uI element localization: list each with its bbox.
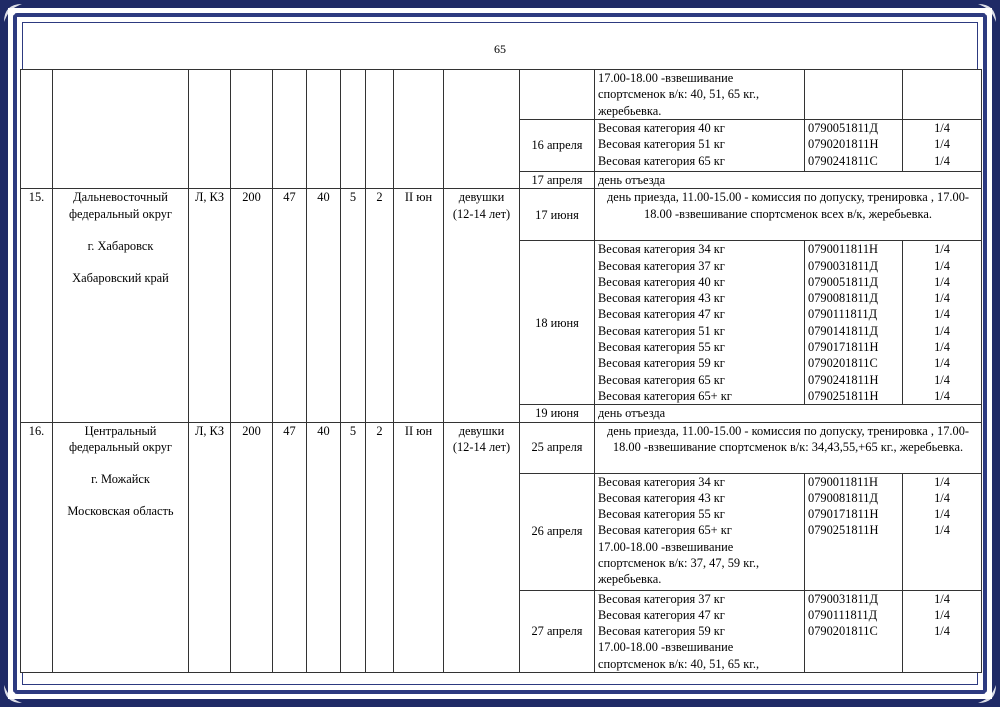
- schedule-date: 27 апреля: [520, 590, 595, 672]
- category-share: 1/4: [934, 340, 950, 355]
- category-name: Весовая категория 51 кг: [598, 323, 725, 338]
- code-list: [805, 473, 903, 590]
- row-number: 15.: [21, 189, 53, 422]
- event-text: 17.00-18.00 -взвешивание спортсменок в/к: 40, 51, 65 кг., жеребьевка.: [595, 70, 805, 120]
- count-4: 2: [366, 422, 394, 672]
- count-1: 47: [273, 189, 307, 422]
- category-name: Весовая категория 65+ кг: [598, 388, 732, 403]
- table-row: [21, 422, 982, 473]
- category-code: 0790111811Д: [808, 607, 878, 622]
- category-share: 1/4: [934, 258, 950, 273]
- count-3: 5: [341, 189, 366, 422]
- share-list: [903, 590, 982, 672]
- category-code: 0790251811Н: [808, 523, 879, 538]
- corner-ornament-icon: [2, 683, 24, 705]
- total-count: 200: [231, 422, 273, 672]
- category-share: 1/4: [934, 591, 950, 606]
- category-code: 0790011811Н: [808, 474, 878, 489]
- category-code: 0790171811Н: [808, 507, 879, 522]
- count-1: 47: [273, 422, 307, 672]
- category-list: [595, 473, 805, 590]
- category-code: 0790201811С: [808, 624, 878, 639]
- category-code: 0790111811Д: [808, 307, 878, 322]
- category-share: 1/4: [934, 372, 950, 387]
- category-share: 1/4: [934, 274, 950, 289]
- category-name: Весовая категория 65+ кг: [598, 523, 732, 538]
- category-name: Весовая категория 55 кг: [598, 340, 725, 355]
- event-text: день приезда, 11.00-15.00 - комиссия по допуску, тренировка , 17.00-18.00 -взвешивание спортсменок всех в/к, жеребьевка.: [595, 189, 982, 241]
- schedule-date: 16 апреля: [520, 120, 595, 172]
- category-share: 1/4: [934, 242, 950, 257]
- count-2: 40: [307, 189, 341, 422]
- code-list: [805, 241, 903, 405]
- category-code: 0790251811Н: [808, 388, 879, 403]
- category-name: Весовая категория 59 кг: [598, 356, 725, 371]
- category-code: 0790031811Д: [808, 258, 878, 273]
- category-name: Весовая категория 40 кг: [598, 274, 725, 289]
- category-name: Весовая категория 37 кг: [598, 591, 725, 606]
- cell-empty: [21, 70, 53, 189]
- cell-empty: [273, 70, 307, 189]
- category-list: [595, 590, 805, 672]
- category-share: 1/4: [934, 490, 950, 505]
- category-share: 1/4: [934, 523, 950, 538]
- category-share: 1/4: [934, 121, 950, 135]
- district-name: Центральный федеральный округ: [68, 423, 172, 454]
- cell-empty: [341, 70, 366, 189]
- city-name: г. Хабаровск: [87, 238, 154, 253]
- category-share: 1/4: [934, 356, 950, 371]
- region-name: Хабаровский край: [72, 271, 169, 286]
- cell-empty: [53, 70, 189, 189]
- age-group: девушки (12-14 лет): [444, 422, 520, 672]
- corner-ornament-icon: [2, 2, 24, 24]
- cell-empty: [903, 70, 982, 120]
- schedule-date: 17 апреля: [520, 172, 595, 189]
- cell-empty: [189, 70, 231, 189]
- cell-empty: [805, 70, 903, 120]
- corner-ornament-icon: [976, 2, 998, 24]
- weigh-in-note: 17.00-18.00 -взвешивание спортсменок в/к: 40, 51, 65 кг.,: [598, 640, 760, 671]
- page-number: 65: [494, 42, 506, 56]
- schedule-date: 19 июня: [520, 405, 595, 422]
- event-text: день приезда, 11.00-15.00 - комиссия по допуску, тренировка , 17.00-18.00 -взвешивание спортсменок в/к: 34,43,55,+65 кг., жеребьевка.: [595, 422, 982, 473]
- code-list: [805, 120, 903, 172]
- count-4: 2: [366, 189, 394, 422]
- count-3: 5: [341, 422, 366, 672]
- code-list: [805, 590, 903, 672]
- schedule-date: 17 июня: [520, 189, 595, 241]
- sport-rank: II юн: [394, 189, 444, 422]
- cell-empty: [231, 70, 273, 189]
- category-name: Весовая категория 47 кг: [598, 307, 725, 322]
- age-group: девушки (12-14 лет): [444, 189, 520, 422]
- category-code: 0790241811С: [808, 153, 878, 168]
- category-code: 0790051811Д: [808, 274, 878, 289]
- city-name: г. Можайск: [91, 472, 150, 487]
- event-text: день отъезда: [595, 405, 982, 422]
- category-code: 0790171811Н: [808, 340, 879, 355]
- competition-type: Л, КЗ: [189, 189, 231, 422]
- category-code: 0790051811Д: [808, 121, 878, 135]
- category-code: 0790241811Н: [808, 372, 879, 387]
- category-name: Весовая категория 65 кг: [598, 153, 725, 168]
- category-share: 1/4: [934, 607, 950, 622]
- category-share: 1/4: [934, 307, 950, 322]
- category-share: 1/4: [934, 323, 950, 338]
- sport-rank: II юн: [394, 422, 444, 672]
- category-share: 1/4: [934, 507, 950, 522]
- category-name: Весовая категория 51 кг: [598, 137, 725, 152]
- category-code: 0790081811Д: [808, 490, 878, 505]
- category-name: Весовая категория 55 кг: [598, 507, 725, 522]
- category-name: Весовая категория 43 кг: [598, 291, 725, 306]
- category-share: 1/4: [934, 153, 950, 168]
- schedule-date: 26 апреля: [520, 473, 595, 590]
- category-code: 0790141811Д: [808, 323, 878, 338]
- category-name: Весовая категория 34 кг: [598, 242, 725, 257]
- corner-ornament-icon: [976, 683, 998, 705]
- category-list: [595, 120, 805, 172]
- category-code: 0790011811Н: [808, 242, 878, 257]
- competition-type: Л, КЗ: [189, 422, 231, 672]
- category-name: Весовая категория 43 кг: [598, 490, 725, 505]
- category-name: Весовая категория 47 кг: [598, 607, 725, 622]
- cell-empty: [444, 70, 520, 189]
- category-code: 0790031811Д: [808, 591, 878, 606]
- category-code: 0790201811Н: [808, 137, 879, 152]
- category-share: 1/4: [934, 291, 950, 306]
- cell-empty: [394, 70, 444, 189]
- region-name: Московская область: [67, 504, 174, 519]
- category-share: 1/4: [934, 137, 950, 152]
- category-name: Весовая категория 37 кг: [598, 258, 725, 273]
- schedule-table: [20, 69, 982, 673]
- category-name: Весовая категория 34 кг: [598, 474, 725, 489]
- event-text: день отъезда: [595, 172, 982, 189]
- category-list: [595, 241, 805, 405]
- category-code: 0790081811Д: [808, 291, 878, 306]
- schedule-date: 18 июня: [520, 241, 595, 405]
- region-cell: [53, 422, 189, 672]
- category-share: 1/4: [934, 624, 950, 639]
- cell-empty: [366, 70, 394, 189]
- table-row: [21, 70, 982, 120]
- weigh-in-note: 17.00-18.00 -взвешивание спортсменок в/к: 37, 47, 59 кг., жеребьевка.: [598, 539, 760, 587]
- category-share: 1/4: [934, 474, 950, 489]
- table-row: [21, 189, 982, 241]
- share-list: [903, 120, 982, 172]
- cell-empty: [307, 70, 341, 189]
- category-name: Весовая категория 40 кг: [598, 121, 725, 135]
- cell-empty: [520, 70, 595, 120]
- category-name: Весовая категория 65 кг: [598, 372, 725, 387]
- district-name: Дальневосточный федеральный округ: [68, 190, 172, 221]
- row-number: 16.: [21, 422, 53, 672]
- region-cell: [53, 189, 189, 422]
- category-name: Весовая категория 59 кг: [598, 624, 725, 639]
- share-list: [903, 241, 982, 405]
- category-share: 1/4: [934, 388, 950, 403]
- count-2: 40: [307, 422, 341, 672]
- schedule-date: 25 апреля: [520, 422, 595, 473]
- share-list: [903, 473, 982, 590]
- category-code: 0790201811С: [808, 356, 878, 371]
- total-count: 200: [231, 189, 273, 422]
